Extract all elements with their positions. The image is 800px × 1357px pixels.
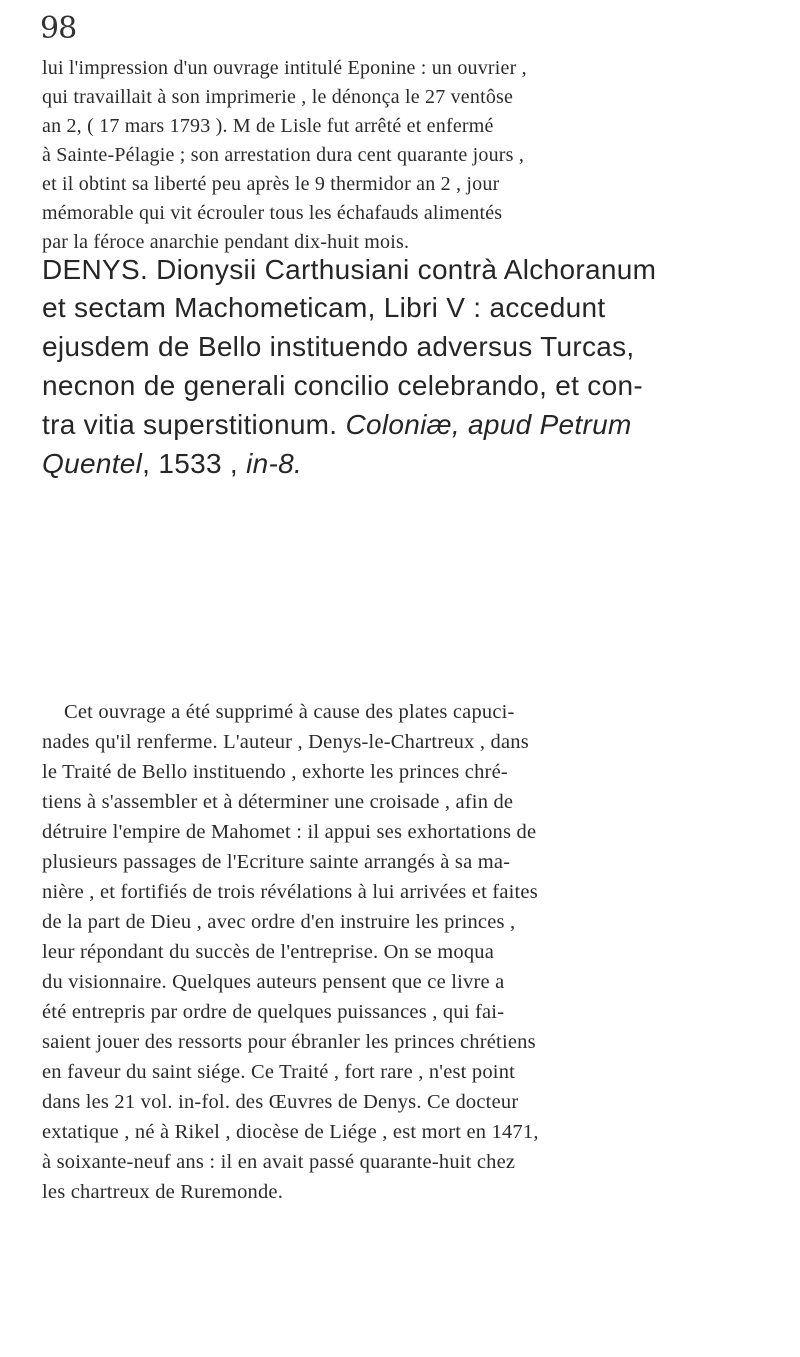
text-line: tiens à s'assembler et à déterminer une croisade , afin de [42, 791, 514, 813]
entry-heading-line: DENYS. Dionysii Carthusiani contrà Alchoranum [42, 254, 657, 285]
entry-line [42, 407, 632, 443]
text-line: mémorable qui vit écrouler tous les échafauds alimentés [42, 202, 503, 224]
text-line: an 2, ( 17 mars 1793 ). M de Lisle fut arrêté et enfermé [42, 115, 494, 137]
text-line: qui travaillait à son imprimerie , le dénonça le 27 ventôse [42, 86, 514, 108]
entry-line: ejusdem de Bello instituendo adversus Turcas, [42, 331, 635, 362]
text-line: en faveur du saint siége. Ce Traité , fort rare , n'est point [42, 1061, 516, 1083]
text-line: Cet ouvrage a été supprimé à cause des plates capuci- [64, 701, 515, 723]
text-line: les chartreux de Ruremonde. [42, 1181, 284, 1203]
text-line: extatique , né à Rikel , diocèse de Liége , est mort en 1471, [42, 1121, 539, 1143]
entry-text: tra vitia superstitionum. [42, 409, 346, 440]
text-line: à soixante-neuf ans : il en avait passé quarante-huit chez [42, 1151, 516, 1173]
text-line: leur répondant du succès de l'entreprise. On se moqua [42, 941, 495, 963]
page-number: 98 [40, 11, 77, 46]
text-line: nière , et fortifiés de trois révélations à lui arrivées et faites [42, 881, 538, 903]
text-line: le Traité de Bello instituendo , exhorte les princes chré- [42, 761, 508, 783]
entry-line [42, 446, 302, 482]
text-line: de la part de Dieu , avec ordre d'en instruire les princes , [42, 911, 516, 933]
text-line: du visionnaire. Quelques auteurs pensent que ce livre a [42, 971, 505, 993]
text-line: saient jouer des ressorts pour ébranler les princes chrétiens [42, 1031, 536, 1053]
text-line: à Sainte-Pélagie ; son arrestation dura cent quarante jours , [42, 144, 525, 166]
entry-format: in-8. [246, 448, 303, 479]
text-line: été entrepris par ordre de quelques puissances , qui fai- [42, 1001, 505, 1023]
entry-printer: Quentel [42, 448, 143, 479]
text-line: par la féroce anarchie pendant dix-huit mois. [42, 231, 410, 253]
text-line: détruire l'empire de Mahomet : il appui ses exhortations de [42, 821, 537, 843]
text-line: et il obtint sa liberté peu après le 9 thermidor an 2 , jour [42, 173, 500, 195]
text-line: nades qu'il renferme. L'auteur , Denys-le-Chartreux , dans [42, 731, 529, 753]
entry-line: et sectam Machometicam, Libri V : accedunt [42, 292, 606, 323]
text-line: lui l'impression d'un ouvrage intitulé Eponine : un ouvrier , [42, 57, 527, 79]
entry-line: necnon de generali concilio celebrando, et con- [42, 370, 643, 401]
entry-imprint: Coloniæ, apud Petrum [345, 409, 632, 440]
entry-date: , 1533 , [142, 448, 247, 479]
text-line: plusieurs passages de l'Ecriture sainte arrangés à sa ma- [42, 851, 511, 873]
text-line: dans les 21 vol. in-fol. des Œuvres de Denys. Ce docteur [42, 1091, 519, 1113]
